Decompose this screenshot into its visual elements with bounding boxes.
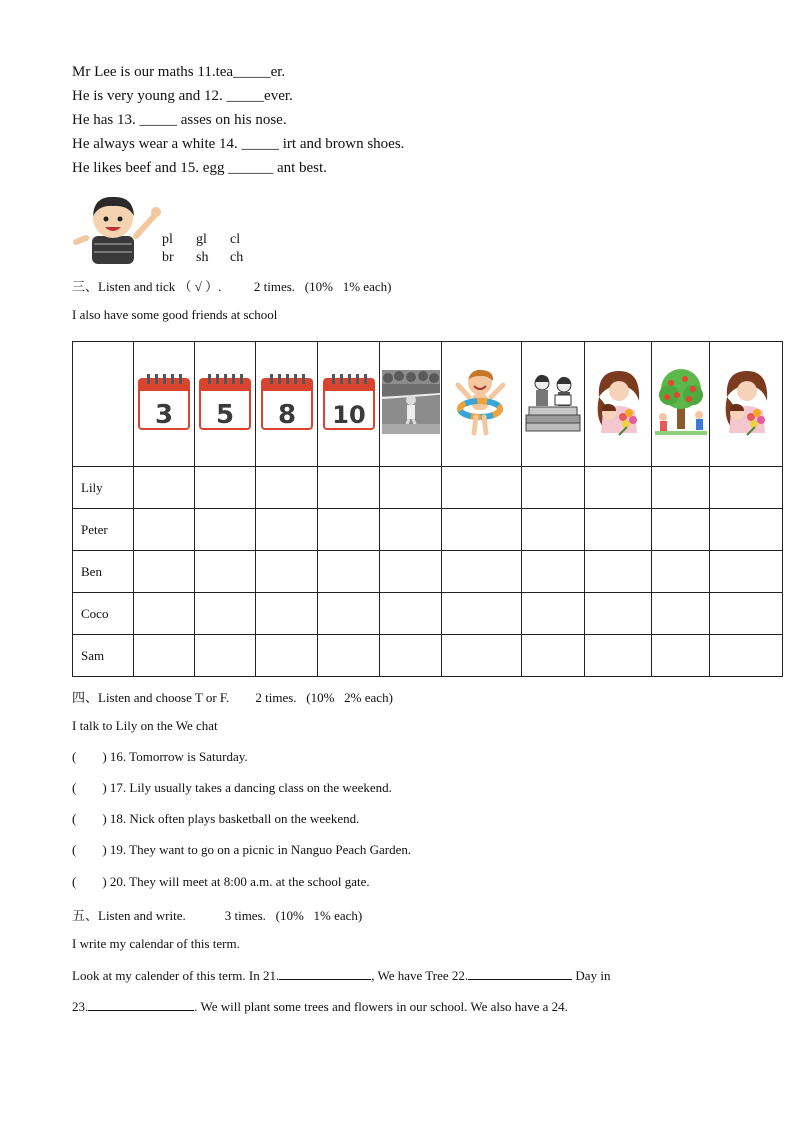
tick-cell[interactable] [195,467,256,509]
mother-flowers-cell-2 [710,342,783,467]
write-paragraph-line-1 [72,967,610,984]
tick-cell[interactable] [380,635,442,677]
tf-item-16 [72,749,248,765]
fill-line-12: He is very young and 12. _____ever. [72,88,293,104]
tf-item-18 [72,811,359,827]
tick-cell[interactable] [652,467,710,509]
write-text: Look at my calender of this term. In 21. [72,968,280,983]
swimming-boy-icon [455,367,509,437]
write-text: Day in [572,968,611,983]
answer-blank-21[interactable] [279,967,371,980]
phonics-row-1 [162,232,264,248]
tick-cell[interactable] [652,551,710,593]
tick-cell[interactable] [522,467,585,509]
tick-cell[interactable] [710,509,783,551]
fill-line-13: He has 13. _____ asses on his nose. [72,112,287,128]
tick-cell[interactable] [134,509,195,551]
tf-item-text: 18. Nick often plays basketball on the weekend. [109,811,360,826]
apple-tree-cell [652,342,710,467]
kids-reading-books-icon [524,371,582,433]
tick-table [72,341,783,677]
answer-parentheses[interactable]: ( ) [72,842,107,857]
table-row [73,593,783,635]
tick-cell[interactable] [380,551,442,593]
row-name: Sam [73,635,134,677]
tick-cell[interactable] [318,467,380,509]
fill-line-15: He likes beef and 15. egg ______ ant best. [72,160,327,176]
tick-cell[interactable] [380,509,442,551]
phonics-ch: ch [230,250,244,265]
tick-cell[interactable] [318,509,380,551]
table-row [73,635,783,677]
calendar-number: 3 [154,400,174,430]
tick-cell[interactable] [195,635,256,677]
tick-cell[interactable] [195,551,256,593]
fill-line-11: Mr Lee is our maths 11.tea_____er. [72,64,286,80]
tick-cell[interactable] [134,635,195,677]
tick-cell[interactable] [195,509,256,551]
tick-cell[interactable] [710,593,783,635]
section5-heading: 五、Listen and write. 3 times. (10% 1% each) [72,908,363,923]
phonics-gl: gl [196,232,207,247]
tick-cell[interactable] [380,593,442,635]
mother-flowers-icon [717,367,775,437]
section3-intro: I also have some good friends at school [72,307,278,322]
section4-heading: 四、Listen and choose T or F. 2 times. (10% 2% each) [72,690,393,705]
answer-parentheses[interactable]: ( ) [72,874,107,889]
tick-cell[interactable] [256,551,318,593]
cartoon-boy-icon [72,192,162,264]
phonics-row-2 [162,250,264,266]
tick-cell[interactable] [195,593,256,635]
answer-parentheses[interactable]: ( ) [72,811,107,826]
calendar-icon [323,373,375,431]
calendar-5-cell [195,342,256,467]
answer-blank-23[interactable] [88,998,194,1011]
calendar-icon [138,373,190,431]
swimming-cell [442,342,522,467]
write-paragraph-line-2 [72,998,568,1015]
table-row [73,467,783,509]
calendar-8-cell [256,342,318,467]
picture-row [73,342,783,467]
running-race-cell [380,342,442,467]
tick-cell[interactable] [318,635,380,677]
calendar-10-cell [318,342,380,467]
tick-cell[interactable] [710,551,783,593]
mother-flowers-cell-1 [585,342,652,467]
tick-cell[interactable] [256,593,318,635]
reading-cell [522,342,585,467]
tick-cell[interactable] [442,509,522,551]
phonics-cl: cl [230,232,241,247]
tick-cell[interactable] [710,635,783,677]
tick-cell[interactable] [710,467,783,509]
mother-flowers-icon [589,367,647,437]
tf-item-text: 19. They want to go on a picnic in Nanguo Peach Garden. [109,842,412,857]
tick-cell[interactable] [134,467,195,509]
phonics-pl: pl [162,232,173,247]
calendar-3-cell [134,342,195,467]
tick-cell[interactable] [318,551,380,593]
tick-cell[interactable] [256,509,318,551]
tick-cell[interactable] [652,509,710,551]
tick-cell[interactable] [134,551,195,593]
tick-cell[interactable] [522,593,585,635]
calendar-icon [199,373,251,431]
answer-parentheses[interactable]: ( ) [72,749,107,764]
running-race-icon [382,370,440,434]
write-text: . We will plant some trees and flowers in our school. We also have a 24. [194,999,568,1014]
calendar-icon [261,373,313,431]
tick-cell[interactable] [442,551,522,593]
phonics-br: br [162,250,174,265]
tf-item-text: 17. Lily usually takes a dancing class on the weekend. [109,780,392,795]
phonics-sh: sh [196,250,209,265]
tick-cell[interactable] [522,509,585,551]
answer-blank-22[interactable] [468,967,572,980]
tf-item-text: 16. Tomorrow is Saturday. [109,749,248,764]
calendar-number: 5 [215,400,235,430]
section4-intro: I talk to Lily on the We chat [72,718,218,733]
tick-cell[interactable] [522,551,585,593]
tf-item-17 [72,780,392,796]
tick-cell[interactable] [380,467,442,509]
answer-parentheses[interactable]: ( ) [72,780,107,795]
tick-cell[interactable] [585,509,652,551]
header-blank-cell [73,342,134,467]
table-row [73,551,783,593]
tick-cell[interactable] [585,593,652,635]
calendar-number: 8 [277,400,296,430]
tf-item-20 [72,874,370,890]
section3-heading: 三、Listen and tick （ √ ）. 2 times. (10% 1% each) [72,279,392,294]
write-text: , We have Tree 22. [371,968,469,983]
tick-cell[interactable] [442,467,522,509]
tick-cell[interactable] [318,593,380,635]
row-name: Coco [73,593,134,635]
tick-cell[interactable] [585,467,652,509]
row-name: Ben [73,551,134,593]
table-row [73,509,783,551]
tf-item-text: 20. They will meet at 8:00 a.m. at the school gate. [109,874,370,889]
section5-intro: I write my calendar of this term. [72,936,240,951]
row-name: Peter [73,509,134,551]
tick-cell[interactable] [256,635,318,677]
tick-cell[interactable] [585,635,652,677]
tick-cell[interactable] [442,593,522,635]
tick-cell[interactable] [522,635,585,677]
calendar-number: 10 [331,401,366,429]
fill-line-14: He always wear a white 14. _____ irt and brown shoes. [72,136,405,152]
tick-cell[interactable] [442,635,522,677]
tick-cell[interactable] [134,593,195,635]
tick-cell[interactable] [585,551,652,593]
tf-item-19 [72,842,411,858]
tick-cell[interactable] [256,467,318,509]
write-text: 23. [72,999,89,1014]
row-name: Lily [73,467,134,509]
apple-tree-picking-icon [655,367,707,437]
tick-cell[interactable] [652,593,710,635]
tick-cell[interactable] [652,635,710,677]
